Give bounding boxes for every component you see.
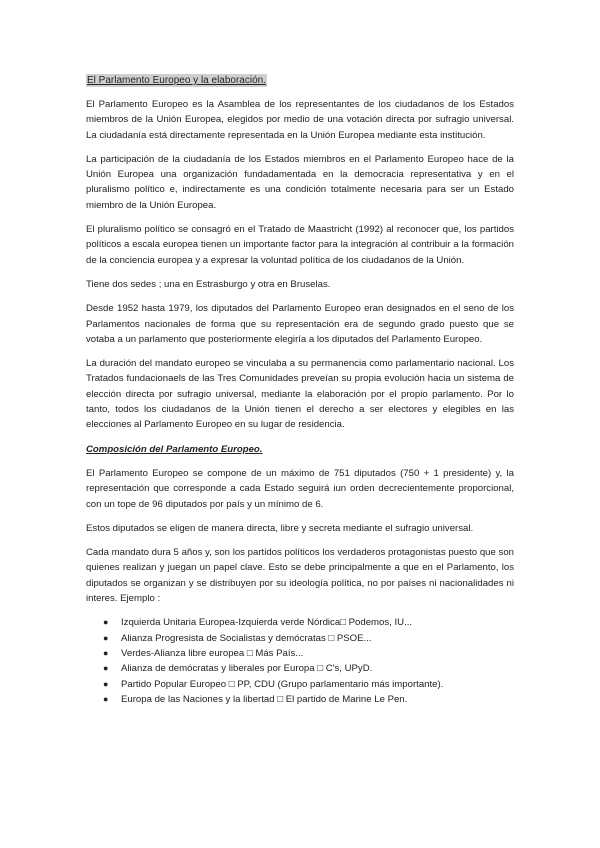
paragraph: Tiene dos sedes ; una en Estrasburgo y otra en Bruselas.	[86, 278, 331, 290]
list-item-text: Verdes-Alianza libre europea □ Más País...	[121, 647, 304, 659]
bullet-icon: ●	[103, 632, 109, 643]
paragraph: La participación de la ciudadanía de los Estados miembros en el Parlamento Europeo hace de la Unión Europea una organización fundadamentada en la democracia representativa y en el pluralismo político e, indirectamente es una condición totalmente necesaria para ser un Estado miembro de la Unión Europea.	[86, 153, 514, 211]
bullet-icon: ●	[103, 693, 109, 704]
list-item-text: Europa de las Naciones y la libertad □ El partido de Marine Le Pen.	[121, 693, 408, 705]
list-item-text: Alianza de demócratas y liberales por Europa □ C's, UPyD.	[121, 663, 373, 675]
bullet-icon: ●	[103, 617, 109, 628]
bullet-icon: ●	[103, 663, 109, 674]
bullet-icon: ●	[103, 647, 109, 658]
paragraph: El Parlamento Europeo es la Asamblea de los representantes de los ciudadanos de los Estados miembros de la Unión Europea, elegidos por medio de una votación directa por sufragio universal. La ciudadanía está directamente representada en la Unión Europea mediante esta institución.	[86, 99, 514, 141]
list-item	[103, 631, 514, 646]
bullet-icon: ●	[103, 678, 109, 689]
paragraph: El pluralismo político se consagró en el Tratado de Maastricht (1992) al reconocer que, los partidos políticos a escala europea tienen un importante factor para la integración al contribuir a la formación de la conciencia europea y a expresar la voluntad política de los ciudadanos de la Unión.	[86, 224, 514, 266]
document-title: El Parlamento Europeo y la elaboración.	[87, 75, 266, 86]
list-item	[103, 692, 514, 707]
party-list	[86, 615, 514, 707]
paragraph: Desde 1952 hasta 1979, los diputados del Parlamento Europeo eran designados en el seno de los Parlamentos nacionales de forma que su representación era de segundo grado puesto que se votaba a un parlamento que posteriormente elegiría a los diputados del Parlamento Europeo.	[86, 303, 514, 345]
list-item	[103, 677, 514, 692]
list-item-text: Izquierda Unitaria Europea-Izquierda verde Nórdica□ Podemos, IU...	[121, 617, 413, 629]
list-item-text: Alianza Progresista de Socialistas y demócratas □ PSOE...	[121, 632, 372, 644]
section-paragraph: El Parlamento Europeo se compone de un máximo de 751 diputados (750 + 1 presidente) y, la representación que corresponde a cada Estado seguirá iun orden decrecientemente proporcional, con un tope de 96 diputados por país y un mínimo de 6.	[86, 467, 514, 510]
section-paragraph: Estos diputados se eligen de manera directa, libre y secreta mediante el sufragio universal.	[86, 522, 474, 534]
paragraph: La duración del mandato europeo se vinculaba a su permanencia como parlamentario nacional. Los Tratados fundacionaels de las Tres Comunidades preveían su propia evolución hacia un sistema de elección directa por sufragio universal, mediante la elaboración por el propio parlamento. Por lo tanto, todos los ciudadanos de la Unión tienen el derecho a ser electores y elegibles en las elecciones al Parlamento Europeo en su lugar de residencia.	[86, 358, 514, 431]
list-item-text: Partido Popular Europeo □ PP, CDU (Grupo parlamentario más importante).	[121, 678, 444, 690]
list-item	[103, 646, 514, 661]
section-heading-text: Composición del Parlamento Europeo	[86, 443, 260, 455]
section-heading	[86, 442, 514, 457]
list-item	[103, 615, 514, 630]
section-heading-suffix: .	[259, 443, 263, 455]
section-paragraph: Cada mandato dura 5 años y, son los partidos políticos los verdaderos protagonistas puesto que son quienes realizan y juegan un papel clave. Esto se debe principalmente a que en el Parlamento, los diputados se organizan y se distribuyen por su ideología política, no por países ni nacionalidades ni interes. Ejemplo :	[86, 547, 514, 605]
list-item	[103, 661, 514, 676]
